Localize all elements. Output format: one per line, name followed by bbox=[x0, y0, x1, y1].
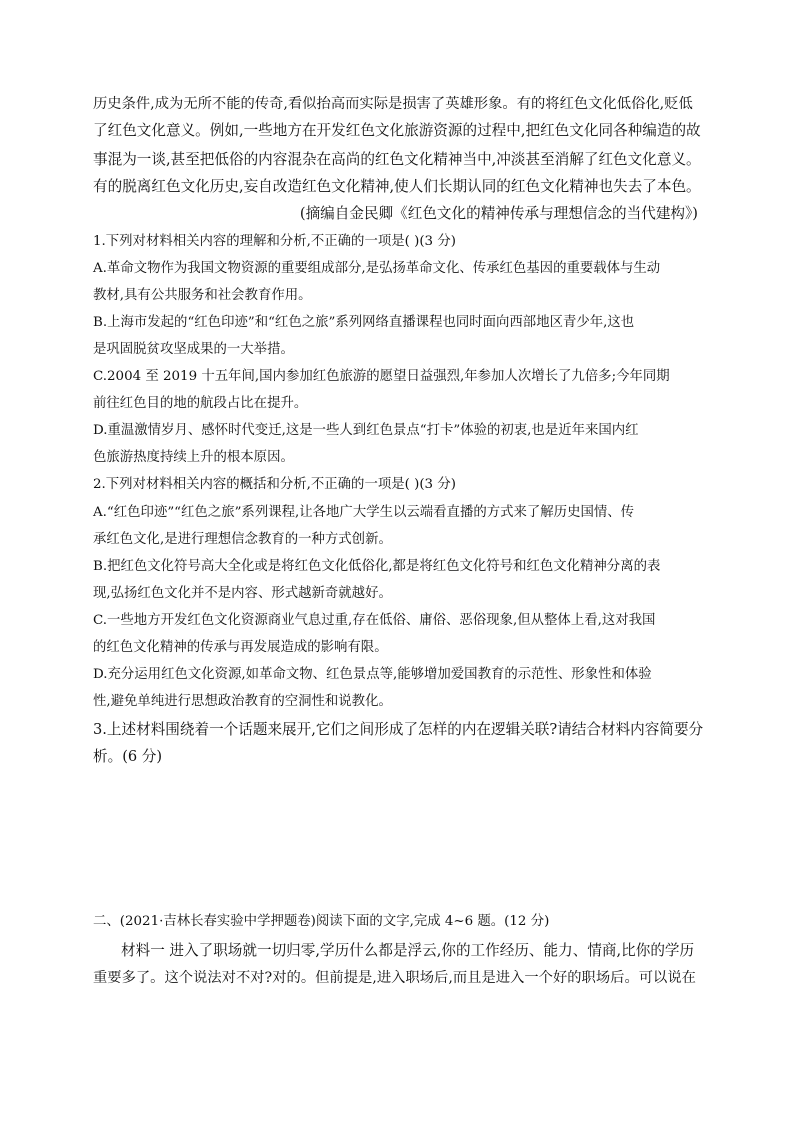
question-2-option-c-cont: 的红色文化精神的传承与再发展造成的影响有限。 bbox=[93, 640, 388, 655]
question-2-stem: 2.下列对材料相关内容的概括和分析,不正确的一项是( )(3 分) bbox=[93, 477, 456, 492]
question-1-option-a: A.革命文物作为我国文物资源的重要组成部分,是弘扬革命文化、传承红色基因的重要载体与生动 bbox=[93, 261, 661, 276]
question-1-option-d: D.重温激情岁月、感怀时代变迁,这是一些人到红色景点“打卡”体验的初衷,也是近年来国内红 bbox=[93, 423, 639, 438]
question-2-option-b: B.把红色文化符号高大全化或是将红色文化低俗化,都是将红色文化符号和红色文化精神分离的表 bbox=[93, 559, 661, 574]
question-1-option-b: B.上海市发起的“红色印迹”和“红色之旅”系列网络直播课程也同时面向西部地区青少年,这也 bbox=[93, 315, 635, 330]
question-2-option-d: D.充分运用红色文化资源,如革命文物、红色景点等,能够增加爱国教育的示范性、形象性和体验 bbox=[93, 667, 652, 682]
section-2-paragraph-line: 重要多了。这个说法对不对?对的。但前提是,进入职场后,而且是进入一个好的职场后。可以说在 bbox=[93, 970, 696, 986]
section-2-paragraph-line: 材料一 进入了职场就一切归零,学历什么都是浮云,你的工作经历、能力、情商,比你的学历 bbox=[121, 942, 695, 959]
question-1-option-d-cont: 色旅游热度持续上升的根本原因。 bbox=[93, 450, 294, 465]
question-2-option-c: C.一些地方开发红色文化资源商业气息过重,存在低俗、庸俗、恶俗现象,但从整体上看,这对我国 bbox=[93, 613, 656, 628]
question-1-option-a-cont: 教材,具有公共服务和社会教育作用。 bbox=[93, 288, 312, 303]
source-citation: (摘编自金民卿《红色文化的精神传承与理想信念的当代建构》) bbox=[299, 205, 698, 222]
question-2-option-b-cont: 现,弘扬红色文化并不是内容、形式越新奇就越好。 bbox=[93, 586, 392, 601]
paragraph-line: 历史条件,成为无所不能的传奇,看似抬高而实际是损害了英雄形象。有的将红色文化低俗化,贬低 bbox=[93, 96, 693, 112]
section-2-heading: 二、(2021·吉林长春实验中学押题卷)阅读下面的文字,完成 4~6 题。(12 分) bbox=[93, 914, 550, 929]
paragraph-line: 了红色文化意义。例如,一些地方在开发红色文化旅游资源的过程中,把红色文化同各种编造的故 bbox=[93, 122, 701, 139]
question-1-stem: 1.下列对材料相关内容的理解和分析,不正确的一项是( )(3 分) bbox=[93, 234, 456, 249]
question-1-option-c: C.2004 至 2019 十五年间,国内参加红色旅游的愿望日益强烈,年参加人次增长了九倍多;今年同期 bbox=[93, 369, 670, 384]
question-3-stem: 3.上述材料围绕着一个话题来展开,它们之间形成了怎样的内在逻辑关联?请结合材料内容简要分 bbox=[93, 721, 704, 738]
question-1-option-c-cont: 前往红色目的地的航段占比在提升。 bbox=[93, 396, 308, 411]
question-2-option-a-cont: 承红色文化,是进行理想信念教育的一种方式创新。 bbox=[93, 532, 392, 547]
paragraph-line: 事混为一谈,甚至把低俗的内容混杂在高尚的红色文化精神当中,冲淡甚至消解了红色文化意义。 bbox=[93, 151, 701, 168]
question-2-option-d-cont: 性,避免单纯进行思想政治教育的空洞性和说教化。 bbox=[93, 694, 392, 709]
question-1-option-b-cont: 是巩固脱贫攻坚成果的一大举措。 bbox=[93, 342, 294, 357]
question-2-option-a: A.“红色印迹”“红色之旅”系列课程,让各地广大学生以云端看直播的方式来了解历史国情、传 bbox=[93, 505, 635, 520]
paragraph-line: 有的脱离红色文化历史,妄自改造红色文化精神,使人们长期认同的红色文化精神也失去了本色。 bbox=[93, 178, 701, 195]
question-3-stem-cont: 析。(6 分) bbox=[93, 748, 163, 765]
